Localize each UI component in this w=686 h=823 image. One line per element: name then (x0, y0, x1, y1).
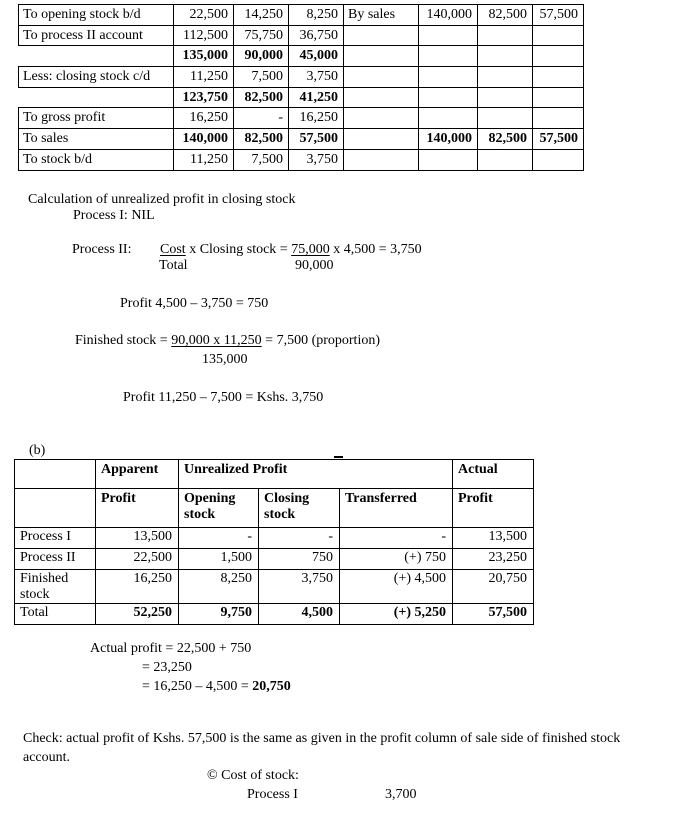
header-transferred: Transferred (340, 489, 453, 528)
account-amount-cell: 8,250 (289, 5, 344, 26)
account-amount-cell: 3,750 (289, 149, 344, 170)
header-actual: Actual (453, 460, 534, 489)
account-amount-cell: 7,500 (234, 149, 289, 170)
fraction-denominator-90000: 90,000 (295, 258, 334, 273)
profit-amount-cell: 13,500 (453, 528, 534, 549)
account-amount-cell (533, 67, 584, 88)
profit-amount-cell: 13,500 (96, 528, 179, 549)
account-label-cell: By sales (344, 5, 419, 26)
account-label-cell (344, 67, 419, 88)
finished-stock-account-table (18, 4, 584, 171)
account-label-cell (344, 108, 419, 129)
account-amount-cell: 82,500 (478, 5, 533, 26)
account-amount-cell (533, 25, 584, 46)
profit-amount-cell: - (179, 528, 259, 549)
account-amount-cell: 7,500 (234, 67, 289, 88)
formula-text-3: Finished stock = (75, 333, 172, 348)
actual-profit-line-1: Actual profit = 22,500 + 750 (90, 641, 252, 656)
account-amount-cell: 57,500 (289, 129, 344, 150)
account-label-cell (19, 87, 174, 108)
account-amount-cell: 57,500 (533, 5, 584, 26)
account-amount-cell: 22,500 (174, 5, 234, 26)
account-amount-cell: 140,000 (419, 129, 478, 150)
profit-amount-cell: - (340, 528, 453, 549)
account-amount-cell: 57,500 (533, 129, 584, 150)
profit-amount-cell: 9,750 (179, 604, 259, 625)
account-amount-cell: 140,000 (419, 5, 478, 26)
profit-table-row (15, 604, 534, 625)
profit-amount-cell: 20,750 (453, 570, 534, 604)
account-amount-cell (419, 87, 478, 108)
process1-line: Process I: NIL (73, 208, 155, 223)
account-amount-cell: 112,500 (174, 25, 234, 46)
account-label-cell (344, 46, 419, 67)
account-amount-cell: 82,500 (234, 129, 289, 150)
account-table-row (19, 67, 584, 88)
fraction-numerator-finished: 90,000 x 11,250 (171, 333, 262, 348)
account-label-cell (344, 149, 419, 170)
account-amount-cell (478, 46, 533, 67)
account-amount-cell: - (234, 108, 289, 129)
account-label-cell: To opening stock b/d (19, 5, 174, 26)
profit-amount-cell: 22,500 (96, 549, 179, 570)
profit-label-cell: Total (15, 604, 96, 625)
profit-amount-cell: 52,250 (96, 604, 179, 625)
profit-amount-cell: - (259, 528, 340, 549)
header-row-1 (15, 460, 534, 489)
profit-line-1: Profit 4,500 – 3,750 = 750 (120, 296, 269, 311)
account-label-cell: Less: closing stock c/d (19, 67, 174, 88)
account-amount-cell (533, 149, 584, 170)
fraction-numerator-75000: 75,000 (291, 242, 330, 257)
cost-of-stock-process1-label: Process I (247, 787, 298, 802)
account-amount-cell: 90,000 (234, 46, 289, 67)
account-amount-cell: 3,750 (289, 67, 344, 88)
section-b-label: (b) (29, 443, 46, 458)
account-amount-cell: 16,250 (174, 108, 234, 129)
account-table-row (19, 149, 584, 170)
profit-summary-table (14, 459, 534, 625)
account-amount-cell: 41,250 (289, 87, 344, 108)
account-amount-cell: 135,000 (174, 46, 234, 67)
profit-amount-cell: 3,750 (259, 570, 340, 604)
account-table-row (19, 129, 584, 150)
account-table-row (19, 87, 584, 108)
profit-amount-cell: (+) 5,250 (340, 604, 453, 625)
account-label-cell (19, 46, 174, 67)
account-label-cell (344, 25, 419, 46)
header-empty-2 (15, 489, 96, 528)
account-amount-cell (533, 46, 584, 67)
process2-formula (160, 242, 422, 259)
account-label-cell (344, 87, 419, 108)
account-amount-cell: 82,500 (478, 129, 533, 150)
profit-amount-cell: 8,250 (179, 570, 259, 604)
header-profit: Profit (96, 489, 179, 528)
header-empty (15, 460, 96, 489)
account-amount-cell: 82,500 (234, 87, 289, 108)
cost-of-stock-heading: © Cost of stock: (207, 768, 299, 783)
account-amount-cell: 11,250 (174, 67, 234, 88)
profit-amount-cell: 23,250 (453, 549, 534, 570)
profit-label-cell: Process II (15, 549, 96, 570)
account-amount-cell: 75,750 (234, 25, 289, 46)
account-amount-cell: 123,750 (174, 87, 234, 108)
fraction-numerator-cost: Cost (160, 242, 186, 257)
header-closing-stock: Closing stock (259, 489, 340, 528)
account-amount-cell (419, 67, 478, 88)
fraction-denominator-135000: 135,000 (202, 352, 248, 367)
profit-label-cell: Process I (15, 528, 96, 549)
account-amount-cell (419, 46, 478, 67)
account-table-row (19, 25, 584, 46)
profit-label-cell: Finished stock (15, 570, 96, 604)
account-label-cell: To stock b/d (19, 149, 174, 170)
profit-amount-cell: 750 (259, 549, 340, 570)
account-amount-cell (478, 67, 533, 88)
actual-profit-line-3 (142, 679, 291, 696)
cost-of-stock-process1-value: 3,700 (385, 787, 417, 802)
profit-table-row (15, 549, 534, 570)
account-amount-cell (419, 25, 478, 46)
finished-stock-formula (75, 333, 380, 350)
account-amount-cell (419, 149, 478, 170)
header-row-2 (15, 489, 534, 528)
actual-profit-line-3-prefix: = 16,250 – 4,500 = (142, 679, 253, 694)
formula-text-4: = 7,500 (proportion) (261, 333, 380, 348)
account-amount-cell: 140,000 (174, 129, 234, 150)
stray-mark (334, 456, 343, 458)
actual-profit-line-2: = 23,250 (142, 660, 192, 675)
account-amount-cell (478, 108, 533, 129)
profit-table-row (15, 528, 534, 549)
profit-amount-cell: (+) 750 (340, 549, 453, 570)
account-amount-cell (419, 108, 478, 129)
account-amount-cell (478, 149, 533, 170)
account-amount-cell: 14,250 (234, 5, 289, 26)
profit-line-2: Profit 11,250 – 7,500 = Kshs. 3,750 (123, 390, 324, 405)
profit-amount-cell: 57,500 (453, 604, 534, 625)
header-profit-2: Profit (453, 489, 534, 528)
profit-amount-cell: (+) 4,500 (340, 570, 453, 604)
profit-table-row (15, 570, 534, 604)
check-paragraph-line-2: account. (23, 750, 71, 765)
header-opening-stock: Opening stock (179, 489, 259, 528)
account-label-cell: To gross profit (19, 108, 174, 129)
account-amount-cell (533, 108, 584, 129)
account-label-cell: To process II account (19, 25, 174, 46)
account-amount-cell: 45,000 (289, 46, 344, 67)
account-amount-cell: 11,250 (174, 149, 234, 170)
profit-amount-cell: 4,500 (259, 604, 340, 625)
formula-text: x Closing stock = (185, 242, 292, 257)
account-table-row (19, 108, 584, 129)
profit-amount-cell: 16,250 (96, 570, 179, 604)
check-paragraph-line-1: Check: actual profit of Kshs. 57,500 is the same as given in the profit column of sale side of finished stock (23, 731, 621, 746)
actual-profit-line-3-value: 20,750 (252, 679, 291, 694)
account-amount-cell: 36,750 (289, 25, 344, 46)
fraction-denominator-total: Total (159, 258, 188, 273)
account-amount-cell (478, 25, 533, 46)
process2-label: Process II: (72, 242, 132, 257)
formula-text-2: x 4,500 = 3,750 (329, 242, 422, 257)
account-table-row (19, 46, 584, 67)
calculation-title: Calculation of unrealized profit in closing stock (28, 192, 296, 207)
account-amount-cell: 16,250 (289, 108, 344, 129)
profit-amount-cell: 1,500 (179, 549, 259, 570)
account-amount-cell (533, 87, 584, 108)
account-label-cell: To sales (19, 129, 174, 150)
account-table-row (19, 5, 584, 26)
account-amount-cell (478, 87, 533, 108)
account-label-cell (344, 129, 419, 150)
header-apparent: Apparent (96, 460, 179, 489)
header-unrealized-profit: Unrealized Profit (179, 460, 453, 489)
